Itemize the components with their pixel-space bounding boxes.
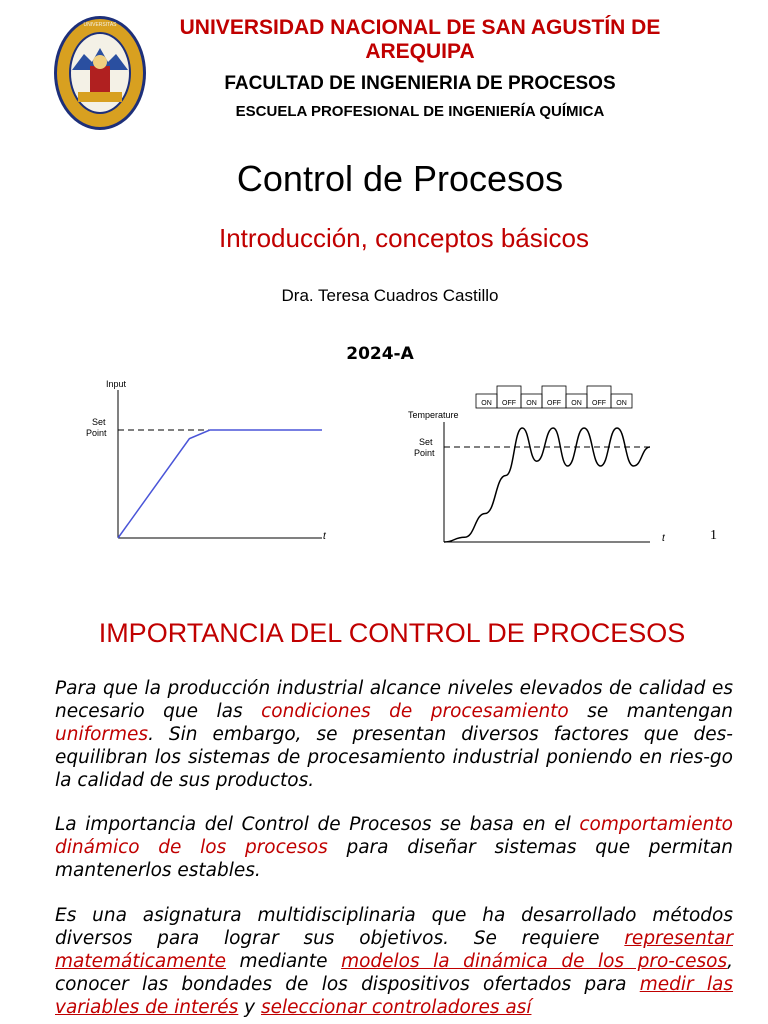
state-label: ON	[616, 400, 627, 407]
paragraph-2	[55, 813, 733, 882]
text-run: para diseñar sistemas que permitan mantenerlos estables.	[55, 837, 733, 881]
highlighted-phrase: modelos la dinámica de los pro-cesos	[341, 951, 728, 972]
state-label: ON	[481, 400, 492, 407]
input-series-line	[118, 430, 322, 538]
y-axis-label: Input	[106, 379, 127, 389]
setpoint-label-line2: Point	[86, 428, 107, 438]
paragraph-3	[55, 904, 733, 1019]
text-run: se mantengan	[568, 701, 734, 722]
text-run: mediante	[226, 951, 342, 972]
highlighted-phrase: medir las variables de interés	[55, 974, 734, 1018]
setpoint-label-line1: Set	[419, 437, 433, 447]
setpoint-label-line1: Set	[92, 417, 106, 427]
input-setpoint-chart	[80, 370, 350, 550]
faculty-name: FACULTAD DE INGENIERIA DE PROCESOS	[224, 73, 616, 94]
text-run: y	[238, 997, 262, 1018]
text-run: Es una asignatura multidisciplinaria que ha desarrollado métodos diversos para lograr sus objetivos. Se requiere	[55, 905, 733, 949]
state-label: ON	[571, 400, 582, 407]
highlighted-phrase: comportamiento dinámico de los procesos	[55, 814, 733, 858]
semester-label: 2024-A	[346, 344, 414, 364]
text-run: , conocer las bondades de los dispositivos ofertados para	[55, 951, 733, 995]
highlighted-phrase: seleccionar controladores así	[261, 997, 532, 1018]
section-heading: IMPORTANCIA DEL CONTROL DE PROCESOS	[98, 618, 686, 648]
text-run: Para que la producción industrial alcance niveles elevados de calidad es necesario que las	[55, 678, 733, 722]
text-run: . Sin embargo, se presentan diversos factores que des-equilibran los sistemas de procesamiento industrial poniendo en ries-go la calidad de sus productos.	[55, 724, 733, 791]
highlighted-phrase: representar matemáticamente	[55, 928, 733, 972]
text-run: La importancia del Control de Procesos se basa en el	[55, 814, 580, 835]
x-axis-label: t	[323, 531, 326, 542]
school-name: ESCUELA PROFESIONAL DE INGENIERÍA QUÍMICA	[235, 103, 605, 120]
state-label: OFF	[592, 400, 606, 407]
paragraph-1	[55, 677, 733, 792]
on-off-state-row	[476, 386, 632, 408]
state-label: OFF	[547, 400, 561, 407]
slide-subtitle: Introducción, conceptos básicos	[219, 223, 589, 253]
university-name: UNIVERSIDAD NACIONAL DE SAN AGUSTÍN DE AREQUIPA	[179, 16, 661, 63]
author-name: Dra. Teresa Cuadros Castillo	[281, 286, 499, 305]
university-seal-logo	[52, 14, 148, 132]
highlighted-phrase: uniformes	[55, 724, 149, 745]
state-label: ON	[526, 400, 537, 407]
temperature-series-line	[444, 428, 650, 542]
temperature-onoff-chart	[400, 380, 670, 550]
x-axis-label: t	[662, 533, 665, 544]
state-label: OFF	[502, 400, 516, 407]
setpoint-label-line2: Point	[414, 448, 435, 458]
slide-title: Control de Procesos	[236, 158, 564, 199]
page-number: 1	[710, 528, 717, 543]
highlighted-phrase: condiciones de procesamiento	[261, 701, 569, 722]
y-axis-label: Temperature	[408, 410, 459, 420]
svg-text:UNIVERSITAS: UNIVERSITAS	[83, 22, 117, 28]
